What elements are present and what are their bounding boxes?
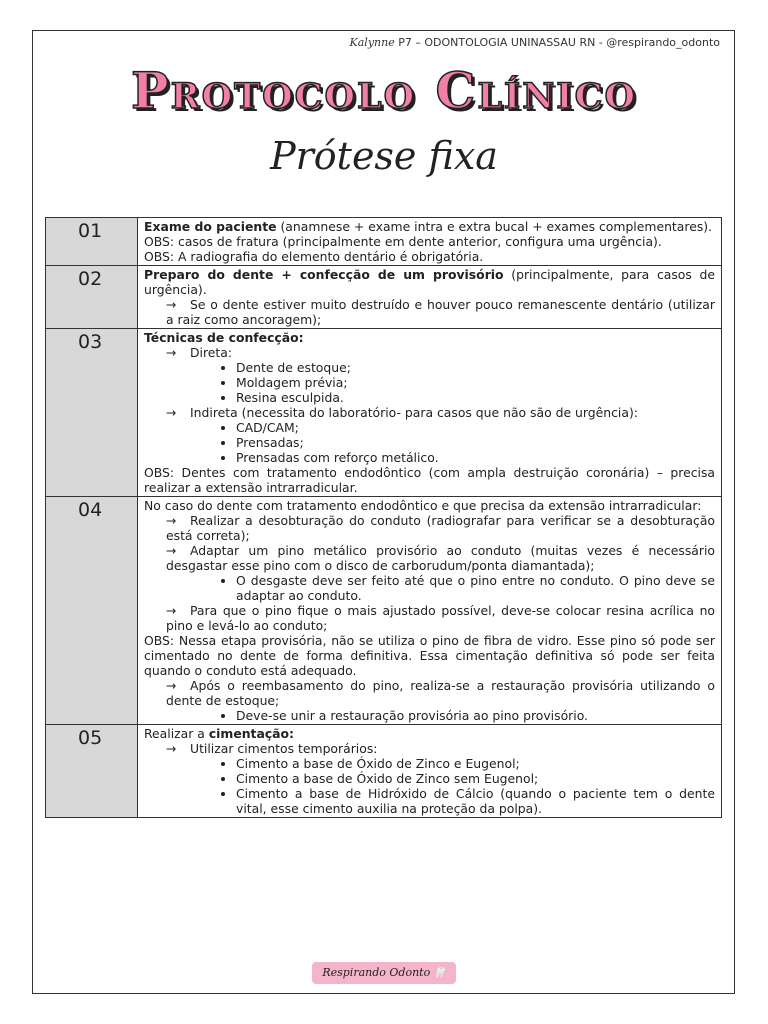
table-row bbox=[46, 497, 722, 725]
step-content bbox=[138, 266, 722, 329]
bullet-list bbox=[144, 360, 715, 405]
step-text: (principalmente, para casos de urgência). bbox=[144, 267, 715, 297]
arrow-item: → Se o dente estiver muito destruído e houver pouco remanescente dentário (utilizar a raiz como ancoragem); bbox=[166, 297, 715, 327]
obs-text: OBS: casos de fratura (principalmente em dente anterior, configura uma urgência). bbox=[144, 234, 662, 249]
list-item: • Resina esculpida. bbox=[236, 390, 715, 405]
step-number: 02 bbox=[46, 266, 138, 329]
list-item: • CAD/CAM; bbox=[236, 420, 715, 435]
table-row bbox=[46, 218, 722, 266]
arrow-icon: → bbox=[166, 678, 177, 693]
step-text: No caso do dente com tratamento endodôntico e que precisa da extensão intrarradicular: bbox=[144, 498, 702, 513]
step-text: (anamnese + exame intra e extra bucal + exames complementares). bbox=[276, 219, 713, 234]
arrow-icon: → bbox=[166, 405, 177, 420]
page-subtitle: Prótese fixa bbox=[270, 134, 498, 178]
step-number: 01 bbox=[46, 218, 138, 266]
arrow-icon: → bbox=[166, 543, 177, 558]
bullet-list bbox=[144, 708, 715, 723]
step-content bbox=[138, 329, 722, 497]
list-item: • Prensadas com reforço metálico. bbox=[236, 450, 715, 465]
list-item: • Cimento a base de Óxido de Zinco sem Eugenol; bbox=[236, 771, 715, 786]
step-heading: Preparo do dente + confecção de um provisório bbox=[144, 267, 504, 282]
step-content bbox=[138, 497, 722, 725]
obs-text: OBS: Nessa etapa provisória, não se utiliza o pino de fibra de vidro. Esse pino só pode ser cimentado no dente de forma definitiva. Essa cimentação definitiva só pode ser feita quando o conduto está adequado. bbox=[144, 633, 715, 678]
arrow-item: → Após o reembasamento do pino, realiza-se a restauração provisória utilizando o dente de estoque; bbox=[166, 678, 715, 708]
obs-text: OBS: A radiografia do elemento dentário é obrigatória. bbox=[144, 249, 484, 264]
arrow-icon: → bbox=[166, 603, 177, 618]
arrow-icon: → bbox=[166, 513, 177, 528]
footer-logo bbox=[312, 962, 456, 984]
arrow-icon: → bbox=[166, 741, 177, 756]
obs-text: OBS: Dentes com tratamento endodôntico (com ampla destruição coronária) – precisa realizar a extensão intrarradicular. bbox=[144, 465, 715, 495]
bullet-list bbox=[144, 420, 715, 465]
arrow-icon: → bbox=[166, 345, 177, 360]
table-row bbox=[46, 329, 722, 497]
step-number: 04 bbox=[46, 497, 138, 725]
list-item: • O desgaste deve ser feito até que o pino entre no conduto. O pino deve se adaptar ao conduto. bbox=[236, 573, 715, 603]
step-heading: Exame do paciente bbox=[144, 219, 277, 234]
arrow-item: → Utilizar cimentos temporários: bbox=[166, 741, 378, 756]
arrow-item: → Indireta (necessita do laboratório- para casos que não são de urgência): bbox=[166, 405, 638, 420]
list-item: • Prensadas; bbox=[236, 435, 715, 450]
author-name: Kalynne bbox=[349, 36, 395, 49]
credit-text: P7 – ODONTOLOGIA UNINASSAU RN - @respirando_odonto bbox=[398, 36, 720, 49]
list-item: • Cimento a base de Óxido de Zinco e Eugenol; bbox=[236, 756, 715, 771]
protocol-table bbox=[45, 217, 722, 818]
tooth-icon: 🦷 bbox=[433, 968, 446, 979]
step-number: 05 bbox=[46, 725, 138, 818]
step-number: 03 bbox=[46, 329, 138, 497]
bullet-list bbox=[144, 573, 715, 603]
list-item: • Dente de estoque; bbox=[236, 360, 715, 375]
logo-text: Respirando Odonto bbox=[322, 966, 431, 979]
step-heading: cimentação: bbox=[208, 726, 295, 741]
page-title: Protocolo Clínico bbox=[130, 61, 638, 120]
list-item: • Cimento a base de Hidróxido de Cálcio (quando o paciente tem o dente vital, esse cimento auxilia na proteção da polpa). bbox=[236, 786, 715, 816]
arrow-item: → Adaptar um pino metálico provisório ao conduto (muitas vezes é necessário desgastar esse pino com o disco de carborudum/ponta diamantada); bbox=[166, 543, 715, 573]
step-content bbox=[138, 218, 722, 266]
step-content bbox=[138, 725, 722, 818]
arrow-item: → Realizar a desobturação do conduto (radiografar para verificar se a desobturação está correta); bbox=[166, 513, 715, 543]
arrow-item: → Para que o pino fique o mais ajustado possível, deve-se colocar resina acrílica no pino e levá-lo ao conduto; bbox=[166, 603, 715, 633]
list-item: • Moldagem prévia; bbox=[236, 375, 715, 390]
header-credit bbox=[350, 36, 720, 49]
list-item: • Deve-se unir a restauração provisória ao pino provisório. bbox=[236, 708, 715, 723]
table-row bbox=[46, 725, 722, 818]
table-row bbox=[46, 266, 722, 329]
step-text: Realizar a bbox=[144, 726, 209, 741]
step-heading: Técnicas de confecção: bbox=[144, 330, 304, 345]
bullet-list bbox=[144, 756, 715, 816]
arrow-item: → Direta: bbox=[166, 345, 233, 360]
arrow-icon: → bbox=[166, 297, 177, 312]
